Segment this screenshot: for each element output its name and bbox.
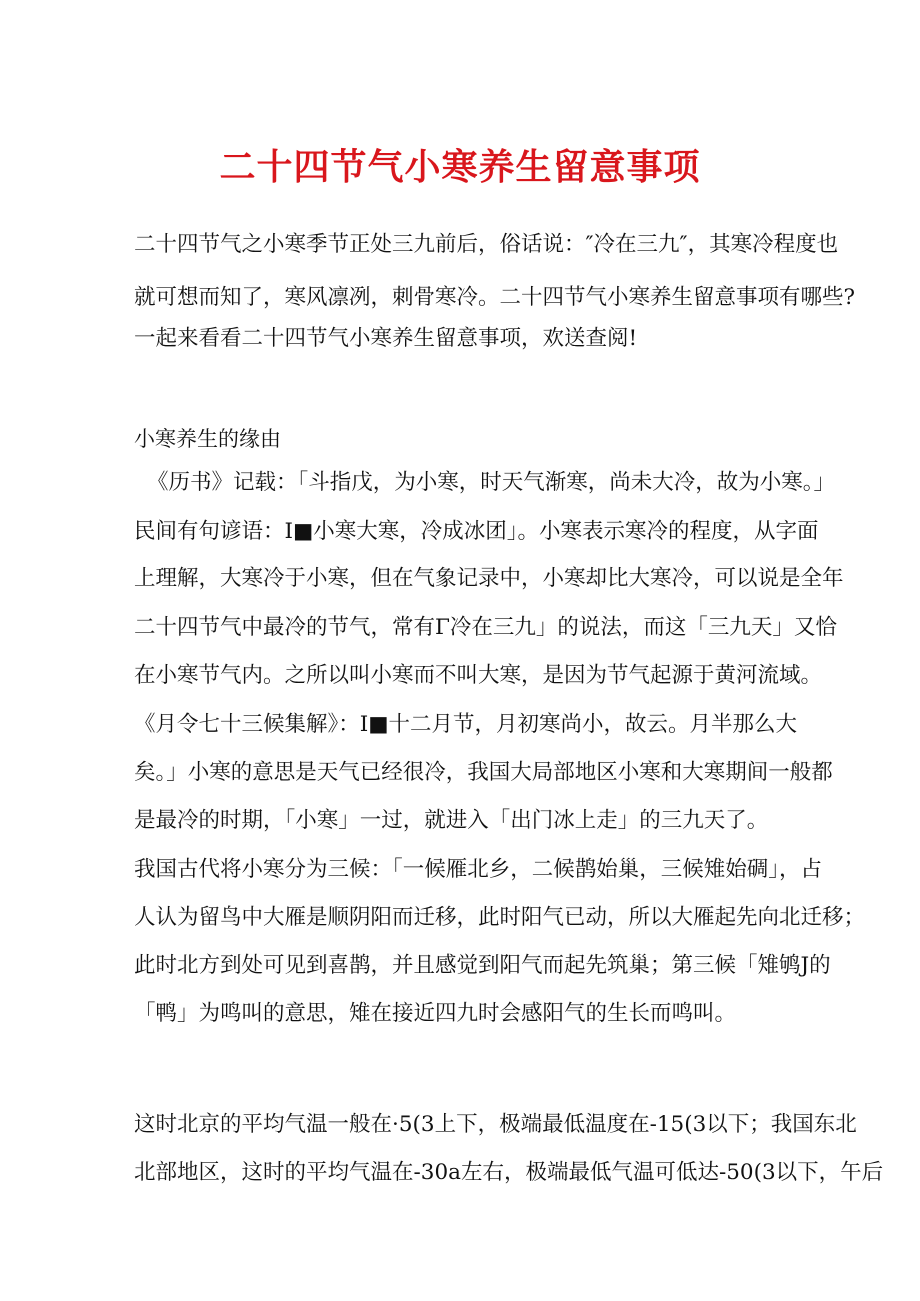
section-heading: 小寒养生的缘由 (134, 427, 281, 451)
intro-line: 就可想而知了，寒风凛冽，刺骨寒冷。二十四节气小寒养生留意事项有哪些? (134, 285, 856, 310)
body-line: 上理解，大寒冷于小寒，但在气象记录中，小寒却比大寒冷，可以说是全年 (134, 566, 844, 591)
body-line: 是最冷的时期，「小寒」一过，就进入「出门冰上走」的三九天了。 (134, 808, 769, 833)
body-line: 《月令七十三候集解》：I■十二月节，月初寒尚小，故云。月半那么大 (134, 712, 798, 737)
body-line: 人认为留鸟中大雁是顺阴阳而迁移，此时阳气已动，所以大雁起先向北迁移； (134, 905, 866, 930)
intro-line: 二十四节气之小寒季节正处三九前后，俗话说：″冷在三九″，其寒冷程度也 (134, 232, 839, 257)
closing-line: 北部地区，这时的平均气温在-30a左右，极端最低气温可低达-50(3以下，午后 (134, 1160, 884, 1185)
body-line: 此时北方到处可见到喜鹊，并且感觉到阳气而起先筑巢；第三候「雉鸲J的 (134, 953, 831, 978)
body-line: 矣。」小寒的意思是天气已经很冷，我国大局部地区小寒和大寒期间一般都 (134, 760, 833, 785)
body-line: 「鸭」为鸣叫的意思，雉在接近四九时会感阳气的生长而鸣叫。 (134, 1001, 737, 1026)
body-line: 《历书》记载：「斗指戊，为小寒，时天气渐寒，尚未大冷，故为小寒。」 (147, 470, 836, 495)
body-line: 民间有句谚语：I■小寒大寒，冷成冰团」。小寒表示寒冷的程度，从字面 (134, 519, 819, 544)
body-line: 在小寒节气内。之所以叫小寒而不叫大寒，是因为节气起源于黄河流域。 (134, 663, 823, 688)
document-title: 二十四节气小寒养生留意事项 (219, 146, 701, 188)
intro-line: 一起来看看二十四节气小寒养生留意事项，欢送查阅! (134, 326, 638, 351)
body-line: 二十四节气中最冷的节气，常有Γ冷在三九」的说法，而这「三九天」又恰 (134, 615, 837, 640)
closing-line: 这时北京的平均气温一般在·5(3上下，极端最低温度在-15(3以下；我国东北 (134, 1112, 857, 1137)
body-line: 我国古代将小寒分为三候：「一候雁北乡，二候鹊始巢，三候雉始碉」，占 (134, 857, 823, 882)
